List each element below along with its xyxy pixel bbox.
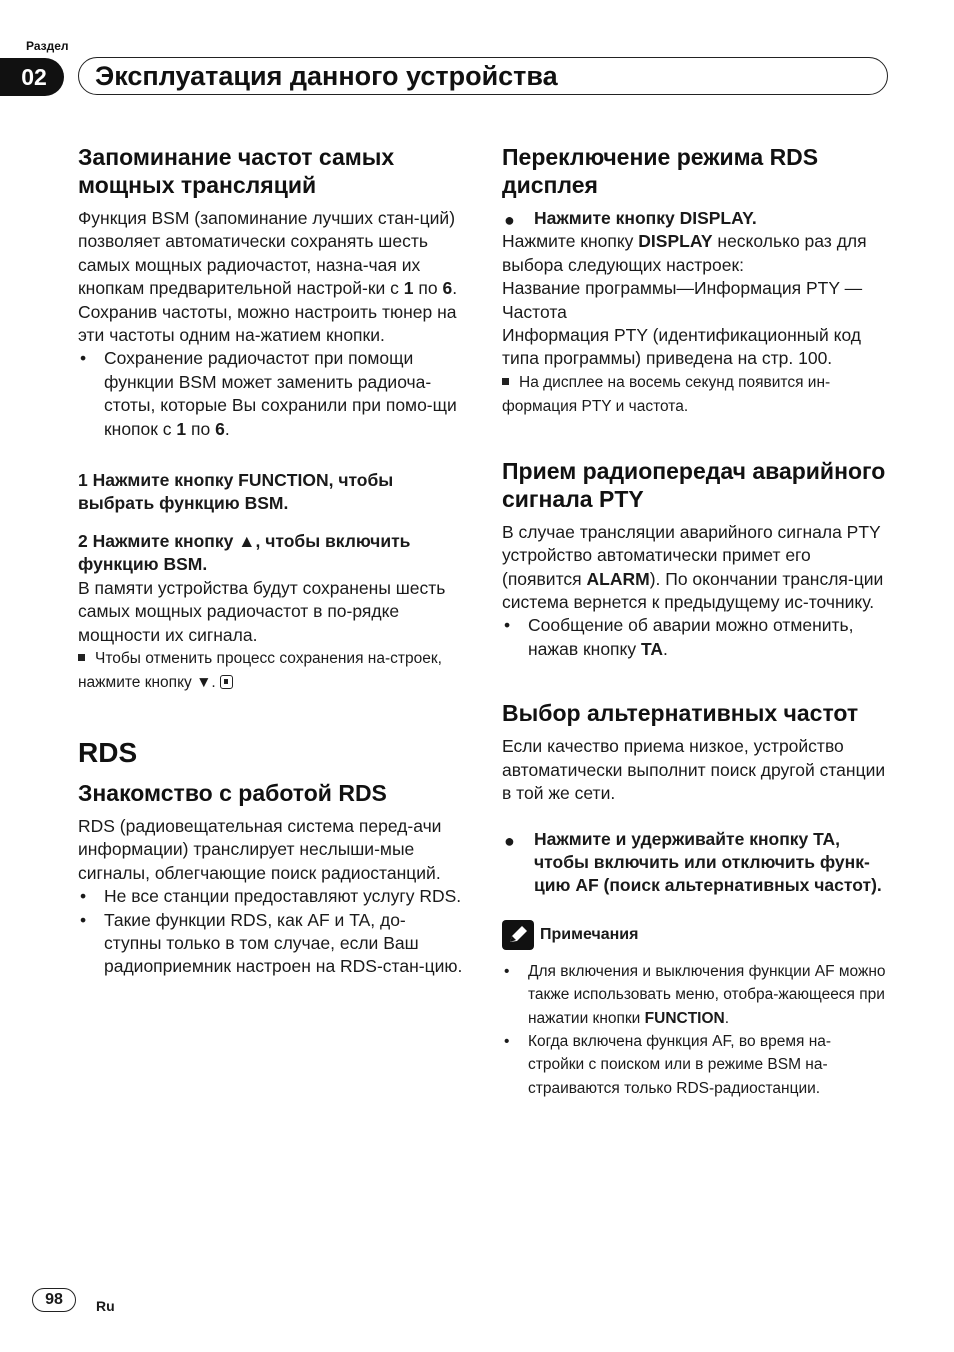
notes-title: Примечания	[540, 925, 639, 943]
display-sequence: Название программы—Информация PTY —Частота	[502, 278, 863, 322]
rds-bullets	[78, 885, 463, 979]
af-step: ● Нажмите и удерживайте кнопку TA, чтобы включить или отключить функ-цию AF (поиск альтернативных частот).	[504, 828, 882, 896]
bsm-step-1: 1 Нажмите кнопку FUNCTION, чтобы выбрать функцию BSM.	[78, 470, 394, 514]
rds-heading: RDS	[78, 736, 138, 768]
display-title: Переключение режима RDS дисплея	[502, 144, 819, 198]
step-dot-icon: ●	[504, 830, 515, 851]
bsm-bullets	[78, 347, 463, 441]
section-number-badge: 02	[0, 58, 64, 96]
left-column	[78, 143, 463, 979]
list-item: • Когда включена функция AF, во время на-стройки с поиском или в режиме BSM на-страиваются только RDS-радиостанции.	[502, 1030, 887, 1100]
af-text: Если качество приема низкое, устройство автоматически выполнит поиск другой станции в той же сети.	[502, 736, 886, 804]
display-text: Нажмите кнопку DISPLAY несколько раз для выбора следующих настроек:	[502, 231, 867, 275]
alarm-bullets	[502, 614, 887, 661]
list-item: • Сохранение радиочастот при помощи функции BSM может заменить радиоча-стоты, которые Вы сохранили при помо-щи кнопок с 1 по 6.	[78, 347, 463, 441]
list-item: • Такие функции RDS, как AF и TA, до-ступны только в том случае, если Ваш радиоприемник настроен на RDS-стан-цию.	[78, 909, 463, 979]
list-item: • Сообщение об аварии можно отменить, нажав кнопку TA.	[502, 614, 887, 661]
end-mark-icon	[220, 675, 233, 689]
af-notes	[502, 960, 887, 1100]
bsm-title: Запоминание частот самых мощных трансляций	[78, 144, 395, 198]
bsm-intro: Функция BSM (запоминание лучших стан-ций) позволяет автоматически сохранять шесть самых мощных радиочастот, назна-чая их кнопкам предварительной настрой-ки с 1 по 6. Сохранив частоты, можно настроить тюнер на эти частоты одним на-жатием кнопки.	[78, 208, 458, 346]
bsm-note: Чтобы отменить процесс сохранения на-строек, нажмите кнопку ▼.	[78, 649, 442, 691]
square-bullet-icon	[502, 378, 509, 385]
display-note: На дисплее на восемь секунд появится ин-формация PTY и частота.	[502, 373, 831, 415]
list-item: • Для включения и выключения функции AF можно также использовать меню, отобра-жающееся при нажатии кнопки FUNCTION.	[502, 960, 887, 1030]
step-dot-icon: ●	[504, 210, 515, 230]
alarm-title: Прием радиопередач аварийного сигнала PTY	[502, 457, 886, 512]
square-bullet-icon	[78, 654, 85, 661]
right-column	[502, 143, 887, 1100]
notes-header	[502, 920, 887, 950]
list-item: • Не все станции предоставляют услугу RDS.	[78, 885, 463, 908]
section-label: Раздел	[26, 39, 69, 53]
af-title: Выбор альтернативных частот	[502, 700, 859, 727]
display-pty-info: Информация PTY (идентификационный код типа программы) приведена на стр. 100.	[502, 325, 862, 369]
bsm-step-2-text: В памяти устройства будут сохранены шесть самых мощных радиочастот в по-рядке мощности их сигнала.	[78, 577, 446, 645]
rds-intro-title: Знакомство с работой RDS	[78, 779, 387, 806]
alarm-text: В случае трансляции аварийного сигнала PTY устройство автоматически примет его (появится ALARM). По окончании трансля-ции система вернется к предыдущему ис-точнику.	[502, 521, 884, 613]
language-label: Ru	[96, 1298, 115, 1314]
chapter-title: Эксплуатация данного устройства	[78, 57, 888, 95]
page-number: 98	[32, 1288, 76, 1312]
rds-intro-text: RDS (радиовещательная система перед-ачи информации) транслирует неслыши-мые сигналы, облегчающие поиск радиостанций.	[78, 815, 442, 883]
display-step: ● Нажмите кнопку DISPLAY.	[502, 207, 887, 230]
bsm-step-2: 2 Нажмите кнопку ▲, чтобы включить функцию BSM.	[78, 530, 411, 575]
pencil-icon	[502, 920, 534, 950]
